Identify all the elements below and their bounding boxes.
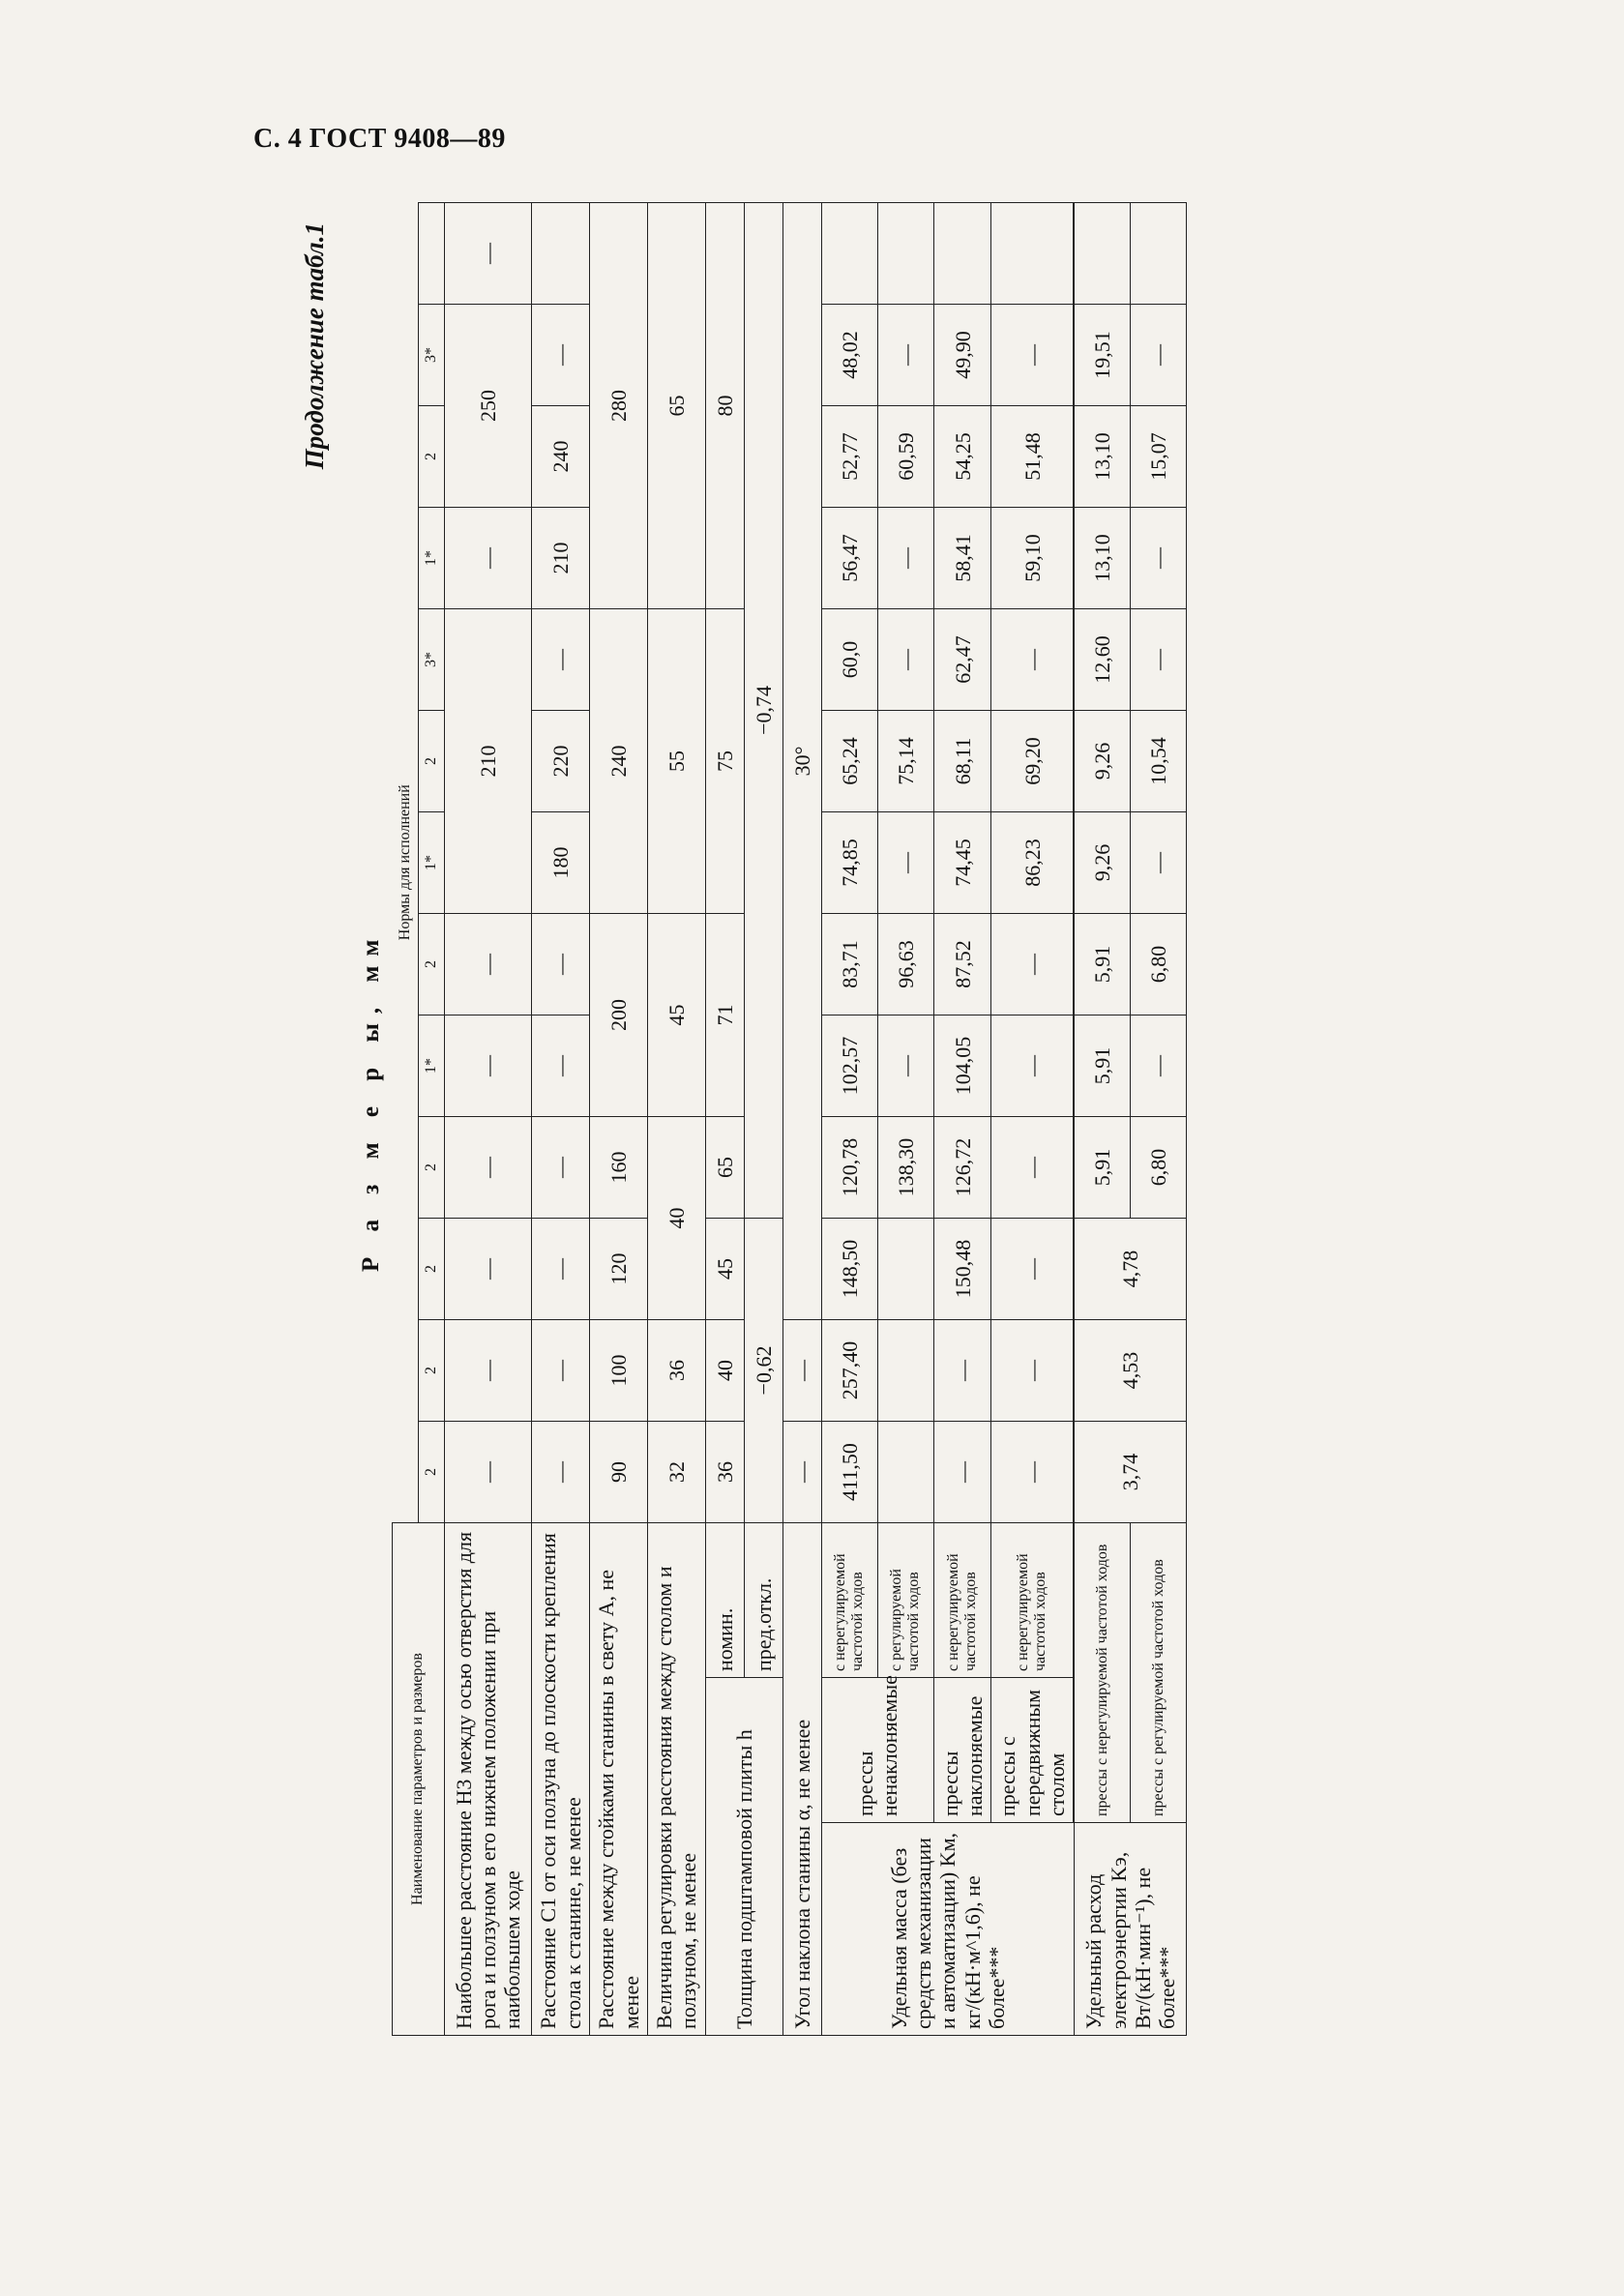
- cell: 60,59: [877, 405, 933, 507]
- cell: 120,78: [821, 1116, 877, 1218]
- cell: [877, 1421, 933, 1522]
- cell: 19,51: [1075, 304, 1131, 405]
- cell: —: [532, 1319, 590, 1421]
- cell: 49,90: [933, 304, 991, 405]
- row-mass-c: [933, 202, 991, 2035]
- cell: —: [877, 304, 933, 405]
- col-head: 1*: [418, 507, 444, 608]
- cell: 120: [590, 1218, 648, 1319]
- col-head: 1*: [418, 1015, 444, 1116]
- cell: 9,26: [1075, 710, 1131, 811]
- col-head: 3*: [418, 608, 444, 710]
- sub-label: пред.откл.: [744, 1522, 782, 1677]
- row-mass-d: [991, 202, 1074, 2035]
- cell: 55: [647, 608, 705, 913]
- cell: 74,45: [933, 811, 991, 913]
- cell: —: [877, 608, 933, 710]
- cell: 75: [705, 608, 744, 913]
- header-row-1: [393, 202, 419, 2035]
- row-energy-b: [1131, 202, 1187, 2035]
- cell: 40: [705, 1319, 744, 1421]
- cell: 210: [445, 608, 532, 913]
- cell: 4,78: [1075, 1218, 1187, 1319]
- cell: 90: [590, 1421, 648, 1522]
- cell: —: [933, 1421, 991, 1522]
- cell: [532, 202, 590, 304]
- cell: 10,54: [1131, 710, 1187, 811]
- col-head: 2: [418, 1218, 444, 1319]
- cell: [877, 202, 933, 304]
- cell: 250: [445, 304, 532, 507]
- cell: 30°: [782, 202, 821, 1319]
- cell: —: [991, 1319, 1074, 1421]
- cell: 4,53: [1075, 1319, 1187, 1421]
- cell: 126,72: [933, 1116, 991, 1218]
- cell: —: [532, 913, 590, 1015]
- row-label: Величина регулировки расстояния между столом и ползуном, не менее: [647, 1522, 705, 2035]
- row-energy-a: [1075, 202, 1131, 2035]
- cell: 36: [647, 1319, 705, 1421]
- cell: —: [445, 1116, 532, 1218]
- cell: 65: [705, 1116, 744, 1218]
- parameters-table: [392, 202, 1187, 2036]
- cell: —: [445, 1319, 532, 1421]
- table-caption: Продолжение табл.1: [300, 222, 329, 470]
- row-mass-a: [821, 202, 877, 2035]
- cell: 80: [705, 202, 744, 608]
- cell: 68,11: [933, 710, 991, 811]
- cell: 15,07: [1131, 405, 1187, 507]
- group-label: прессы ненаклоняемые: [821, 1678, 933, 1823]
- cell: 54,25: [933, 405, 991, 507]
- cell: —: [991, 913, 1074, 1015]
- row-a: [590, 202, 648, 2035]
- cell: 74,85: [821, 811, 877, 913]
- cell: 58,41: [933, 507, 991, 608]
- cell: —: [532, 608, 590, 710]
- cell: 200: [590, 913, 648, 1116]
- cell: 411,50: [821, 1421, 877, 1522]
- row-label: Расстояние между стойками станины в свету A, не менее: [590, 1522, 648, 2035]
- cell: —: [1131, 304, 1187, 405]
- sub-label: с нерегулируемой частотой ходов: [933, 1522, 991, 1677]
- cell: —: [532, 1116, 590, 1218]
- cell: 5,91: [1075, 1116, 1131, 1218]
- cell: [1131, 202, 1187, 304]
- sub-label: с нерегулируемой частотой ходов: [821, 1522, 877, 1677]
- row-adjust: [647, 202, 705, 2035]
- cell: 280: [590, 202, 648, 608]
- sub-label: с регулируемой частотой ходов: [877, 1522, 933, 1677]
- cell: 160: [590, 1116, 648, 1218]
- cell: 150,48: [933, 1218, 991, 1319]
- cell: 257,40: [821, 1319, 877, 1421]
- cell: [877, 1218, 933, 1319]
- cell: —: [877, 811, 933, 913]
- cell: 12,60: [1075, 608, 1131, 710]
- cell: 87,52: [933, 913, 991, 1015]
- cell: 75,14: [877, 710, 933, 811]
- cell: 65: [647, 202, 705, 608]
- cell: 59,10: [991, 507, 1074, 608]
- cell: —: [445, 1015, 532, 1116]
- cell: 48,02: [821, 304, 877, 405]
- cell: —: [445, 1421, 532, 1522]
- cell: —: [877, 507, 933, 608]
- row-label: Удельная масса (без средств механизации и автоматизации) Kм, кг/(кН·м^1,6), не более***: [821, 1823, 1074, 2036]
- cell: —: [782, 1421, 821, 1522]
- group-label: прессы с передвижным столом: [991, 1678, 1074, 1823]
- row-angle: [782, 202, 821, 2035]
- col-head: 2: [418, 405, 444, 507]
- cell: 36: [705, 1421, 744, 1522]
- cell: 102,57: [821, 1015, 877, 1116]
- cell: 220: [532, 710, 590, 811]
- cell: −0,74: [744, 202, 782, 1218]
- cell: 62,47: [933, 608, 991, 710]
- cell: —: [445, 202, 532, 304]
- col-head: 2: [418, 913, 444, 1015]
- sizes-label: Р а з м е р ы, мм: [358, 929, 384, 1272]
- cell: 5,91: [1075, 1015, 1131, 1116]
- row-label: Толщина подштамповой плиты h: [705, 1678, 782, 2036]
- cell: —: [1131, 507, 1187, 608]
- cell: 65,24: [821, 710, 877, 811]
- row-plate-nom: [705, 202, 744, 2035]
- cell: 96,63: [877, 913, 933, 1015]
- sub-label: с нерегулируемой частотой ходов: [991, 1522, 1074, 1677]
- cell: —: [445, 1218, 532, 1319]
- cell: —: [445, 507, 532, 608]
- cell: —: [532, 1421, 590, 1522]
- col-head: 2: [418, 1421, 444, 1522]
- cell: 69,20: [991, 710, 1074, 811]
- cell: 13,10: [1075, 507, 1131, 608]
- cell: —: [991, 1015, 1074, 1116]
- row-label: Угол наклона станины α, не менее: [782, 1522, 821, 2035]
- cell: 40: [647, 1116, 705, 1319]
- cell: 45: [647, 913, 705, 1116]
- cell: —: [991, 1421, 1074, 1522]
- col-head: 2: [418, 1116, 444, 1218]
- cell: 83,71: [821, 913, 877, 1015]
- group-label: прессы наклоняемые: [933, 1678, 991, 1823]
- cell: 180: [532, 811, 590, 913]
- cell: 3,74: [1075, 1421, 1187, 1522]
- cell: [1075, 202, 1131, 304]
- cell: 71: [705, 913, 744, 1116]
- cell: [991, 202, 1074, 304]
- cell: 6,80: [1131, 1116, 1187, 1218]
- cell: 52,77: [821, 405, 877, 507]
- cell: —: [532, 304, 590, 405]
- cell: [821, 202, 877, 304]
- col-name-header: Наименование параметров и размеров: [393, 1522, 445, 2035]
- sub-label: прессы с нерегулируемой частотой ходов: [1075, 1522, 1131, 1822]
- cell: —: [1131, 1015, 1187, 1116]
- sub-label: номин.: [705, 1522, 744, 1677]
- cell: 104,05: [933, 1015, 991, 1116]
- cell: —: [532, 1015, 590, 1116]
- cell: [877, 1319, 933, 1421]
- row-label: Удельный расход электроэнергии Kэ, Вт/(кН·мин⁻¹), не более***: [1075, 1823, 1187, 2036]
- cell: 9,26: [1075, 811, 1131, 913]
- cell: 32: [647, 1421, 705, 1522]
- sub-label: прессы с регулируемой частотой ходов: [1131, 1522, 1187, 1822]
- cell: 100: [590, 1319, 648, 1421]
- col-head: 2: [418, 710, 444, 811]
- page-header: С. 4 ГОСТ 9408—89: [253, 124, 506, 154]
- norms-header: Нормы для исполнений: [393, 202, 419, 1522]
- cell: [933, 202, 991, 304]
- rotated-table-area: [300, 198, 1465, 2036]
- cell: 210: [532, 507, 590, 608]
- row-h3: [445, 202, 532, 2035]
- col-head: 3*: [418, 304, 444, 405]
- cell: 86,23: [991, 811, 1074, 913]
- cell: 13,10: [1075, 405, 1131, 507]
- cell: 5,91: [1075, 913, 1131, 1015]
- cell: —: [1131, 811, 1187, 913]
- cell: —: [991, 304, 1074, 405]
- cell: —: [532, 1218, 590, 1319]
- cell: 138,30: [877, 1116, 933, 1218]
- cell: —: [1131, 608, 1187, 710]
- col-head: 1*: [418, 811, 444, 913]
- row-c1: [532, 202, 590, 2035]
- cell: —: [991, 608, 1074, 710]
- row-label: Расстояние C1 от оси ползуна до плоскости крепления стола к станине, не менее: [532, 1522, 590, 2035]
- cell: 56,47: [821, 507, 877, 608]
- cell: 6,80: [1131, 913, 1187, 1015]
- cell: 148,50: [821, 1218, 877, 1319]
- col-head: [418, 202, 444, 304]
- cell: —: [933, 1319, 991, 1421]
- cell: —: [782, 1319, 821, 1421]
- cell: 45: [705, 1218, 744, 1319]
- cell: 51,48: [991, 405, 1074, 507]
- cell: —: [991, 1218, 1074, 1319]
- cell: −0,62: [744, 1218, 782, 1522]
- cell: —: [991, 1116, 1074, 1218]
- cell: 60,0: [821, 608, 877, 710]
- row-label: Наибольшее расстояние H3 между осью отверстия для рога и ползуном в его нижнем положении при наибольшем ходе: [445, 1522, 532, 2035]
- col-head: 2: [418, 1319, 444, 1421]
- cell: 240: [532, 405, 590, 507]
- cell: —: [445, 913, 532, 1015]
- cell: —: [877, 1015, 933, 1116]
- cell: 240: [590, 608, 648, 913]
